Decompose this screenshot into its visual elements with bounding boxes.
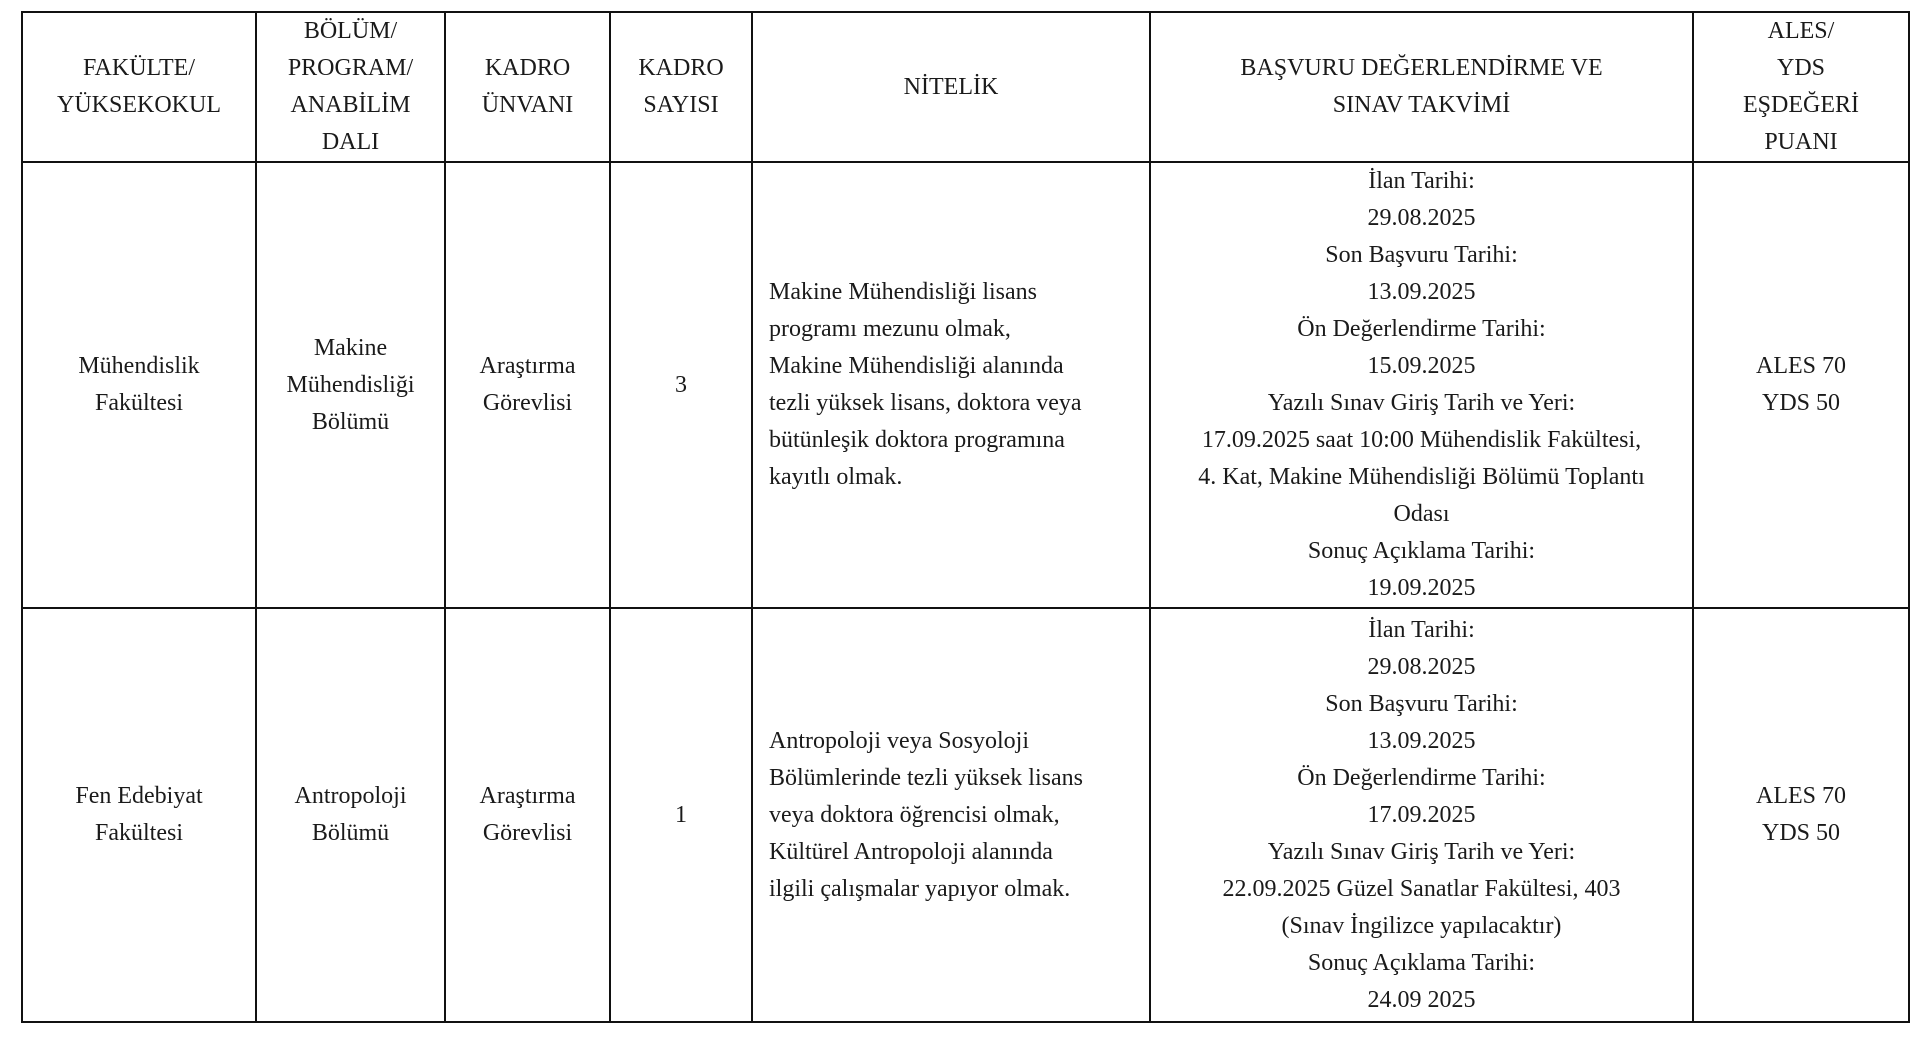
header-count: KADRO SAYISI xyxy=(610,12,752,162)
cell-score: ALES 70 YDS 50 xyxy=(1693,162,1909,608)
cell-qualification: Antropoloji veya Sosyoloji Bölümlerinde tezli yüksek lisans veya doktora öğrencisi olmak, Kültürel Antropoloji alanında ilgili çalışmalar yapıyor olmak. xyxy=(752,608,1150,1022)
header-faculty: FAKÜLTE/ YÜKSEKOKUL xyxy=(22,12,256,162)
header-title: KADRO ÜNVANI xyxy=(445,12,610,162)
header-department: BÖLÜM/ PROGRAM/ ANABİLİM DALI xyxy=(256,12,445,162)
cell-department: Makine Mühendisliği Bölümü xyxy=(256,162,445,608)
staff-announcement-table xyxy=(21,11,1910,1023)
cell-department: Antropoloji Bölümü xyxy=(256,608,445,1022)
cell-title: Araştırma Görevlisi xyxy=(445,608,610,1022)
header-score: ALES/ YDS EŞDEĞERİ PUANI xyxy=(1693,12,1909,162)
cell-schedule: İlan Tarihi: 29.08.2025 Son Başvuru Tarihi: 13.09.2025 Ön Değerlendirme Tarihi: 17.09.2025 Yazılı Sınav Giriş Tarih ve Yeri: 22.09.2025 Güzel Sanatlar Fakültesi, 403 (Sınav İngilizce yapılacaktır) Sonuç Açıklama Tarihi: 24.09 2025 xyxy=(1150,608,1693,1022)
cell-count: 1 xyxy=(610,608,752,1022)
cell-faculty: Mühendislik Fakültesi xyxy=(22,162,256,608)
cell-count: 3 xyxy=(610,162,752,608)
cell-qualification: Makine Mühendisliği lisans programı mezunu olmak, Makine Mühendisliği alanında tezli yüksek lisans, doktora veya bütünleşik doktora programına kayıtlı olmak. xyxy=(752,162,1150,608)
cell-faculty: Fen Edebiyat Fakültesi xyxy=(22,608,256,1022)
header-qualification: NİTELİK xyxy=(752,12,1150,162)
cell-score: ALES 70 YDS 50 xyxy=(1693,608,1909,1022)
cell-title: Araştırma Görevlisi xyxy=(445,162,610,608)
cell-schedule: İlan Tarihi: 29.08.2025 Son Başvuru Tarihi: 13.09.2025 Ön Değerlendirme Tarihi: 15.09.2025 Yazılı Sınav Giriş Tarih ve Yeri: 17.09.2025 saat 10:00 Mühendislik Fakültesi, 4. Kat, Makine Mühendisliği Bölümü Toplantı Odası Sonuç Açıklama Tarihi: 19.09.2025 xyxy=(1150,162,1693,608)
header-row xyxy=(22,12,1909,162)
header-schedule: BAŞVURU DEĞERLENDİRME VE SINAV TAKVİMİ xyxy=(1150,12,1693,162)
table-row xyxy=(22,608,1909,1022)
table-row xyxy=(22,162,1909,608)
